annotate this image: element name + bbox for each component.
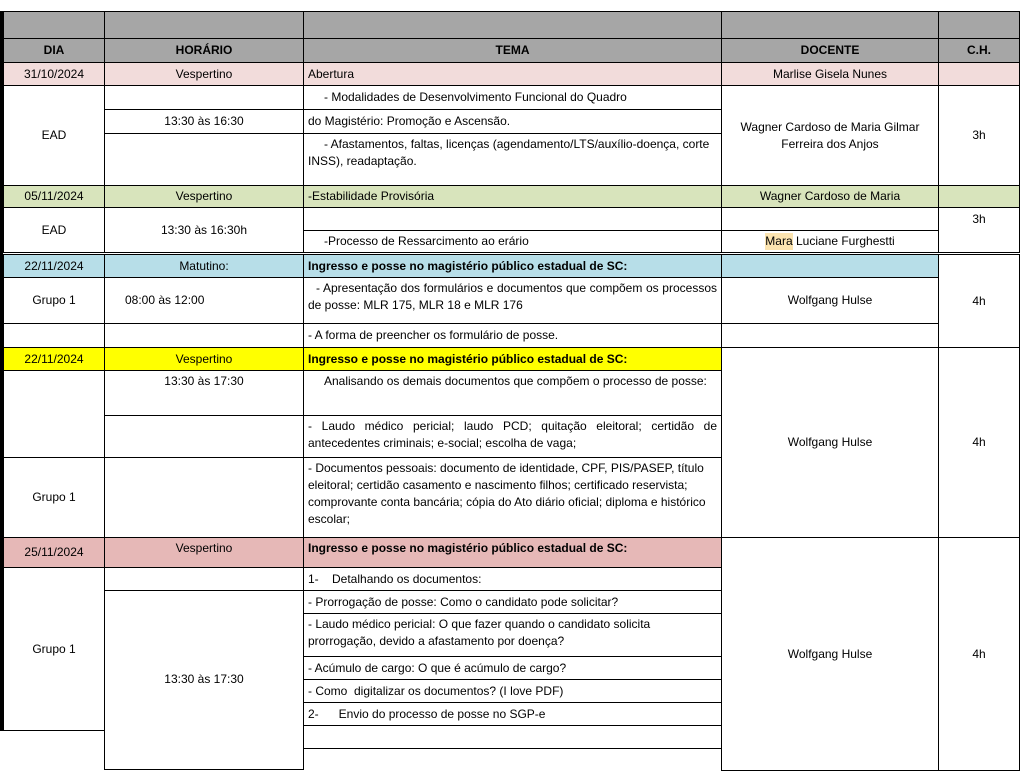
b3-day-blank xyxy=(3,323,105,348)
b4-time-blank1 xyxy=(104,415,304,458)
b1-topic3: - Afastamentos, faltas, licenças (agendamento/LTS/auxílio-doença, corte INSS), readaptação. xyxy=(303,133,722,186)
b2-docente-highlight: Mara xyxy=(765,234,793,248)
b4-theme: Ingresso e posse no magistério público estadual de SC: xyxy=(303,347,722,371)
header-dia: DIA xyxy=(3,38,105,63)
header-blank-horario xyxy=(104,11,304,39)
b5-topic3: - Laudo médico pericial: O que fazer quando o candidato solicita prorrogação, devido a afastamento por doença? xyxy=(303,613,722,657)
b5-topic6: 2- Envio do processo de posse no SGP-e xyxy=(303,702,722,726)
b4-topic2: - Laudo médico pericial; laudo PCD; quitação eleitoral; certidão de antecedentes criminais; e-social; escolha de vaga; xyxy=(303,415,722,458)
b2-date: 05/11/2024 xyxy=(3,185,105,208)
b1-period: Vespertino xyxy=(104,62,304,86)
b5-time: 13:30 às 17:30 xyxy=(104,590,304,770)
b1-day: EAD xyxy=(3,85,105,186)
b1-time-blank1 xyxy=(104,85,304,110)
b5-topic1: 1- Detalhando os documentos: xyxy=(303,567,722,591)
b4-day: Grupo 1 xyxy=(3,457,105,538)
b3-topic2: - A forma de preencher os formulário de posse. xyxy=(303,323,722,348)
b2-time: 13:30 às 16:30h xyxy=(104,207,304,253)
b4-time: 13:30 às 17:30 xyxy=(104,370,304,416)
b4-period: Vespertino xyxy=(104,347,304,371)
header-blank-dia xyxy=(3,11,105,39)
header-tema: TEMA xyxy=(303,38,722,63)
header-docente: DOCENTE xyxy=(721,38,939,63)
b5-day: Grupo 1 xyxy=(3,567,105,731)
b5-time-blank xyxy=(104,567,304,591)
b5-docente: Wolfgang Hulse xyxy=(721,537,939,771)
b1-topic2: do Magistério: Promoção e Ascensão. xyxy=(303,109,722,134)
b2-period: Vespertino xyxy=(104,185,304,208)
b2-theme: -Estabilidade Provisória xyxy=(303,185,722,208)
b1-ch: 3h xyxy=(938,85,1020,186)
b2-ch-header xyxy=(938,185,1020,208)
b3-date: 22/11/2024 xyxy=(3,254,105,278)
header-blank-tema xyxy=(303,11,722,39)
b3-time-blank xyxy=(104,323,304,348)
b3-topic1: - Apresentação dos formulários e documentos que compõem os processos de posse: MLR 175, MLR 18 e MLR 176 xyxy=(303,277,722,324)
b2-topic: -Processo de Ressarcimento ao erário xyxy=(303,230,722,253)
b2-teacher: Wagner Cardoso de Maria xyxy=(721,185,939,208)
b4-docente: Wolfgang Hulse xyxy=(721,347,939,538)
b4-topic3: - Documentos pessoais: documento de identidade, CPF, PIS/PASEP, título eleitoral; certidão casamento e nascimento filhos; certificado reservista; comprovante conta bancária; cópia do Ato diário oficial; diploma e histórico escolar; xyxy=(303,457,722,538)
b4-time-blank2 xyxy=(104,457,304,538)
b1-ch-header xyxy=(938,62,1020,86)
b4-topic1: Analisando os demais documentos que compõem o processo de posse: xyxy=(303,370,722,416)
b5-ch: 4h xyxy=(938,537,1020,771)
b1-time-blank2 xyxy=(104,133,304,186)
b5-topic-next xyxy=(303,725,722,749)
b3-theme: Ingresso e posse no magistério público estadual de SC: xyxy=(303,254,722,278)
b2-topic-blank xyxy=(303,207,722,231)
b4-ch: 4h xyxy=(938,347,1020,538)
b2-day: EAD xyxy=(3,207,105,253)
b3-time: 08:00 às 12:00 xyxy=(104,277,304,324)
b3-period: Matutino: xyxy=(104,254,304,278)
b1-topic1: - Modalidades de Desenvolvimento Funcional do Quadro xyxy=(303,85,722,110)
b5-topic4: - Acúmulo de cargo: O que é acúmulo de cargo? xyxy=(303,656,722,680)
header-ch: C.H. xyxy=(938,38,1020,63)
header-horario: HORÁRIO xyxy=(104,38,304,63)
header-blank-ch xyxy=(938,11,1020,39)
b2-ch: 3h xyxy=(938,207,1020,253)
left-border xyxy=(0,11,3,731)
b2-docente-blank xyxy=(721,207,939,231)
b4-day-blank xyxy=(3,370,105,458)
b1-docente: Wagner Cardoso de Maria Gilmar Ferreira dos Anjos xyxy=(721,85,939,186)
b1-date: 31/10/2024 xyxy=(3,62,105,86)
b1-teacher: Marlise Gisela Nunes xyxy=(721,62,939,86)
b5-topic2: - Prorrogação de posse: Como o candidato pode solicitar? xyxy=(303,590,722,614)
b4-date: 22/11/2024 xyxy=(3,347,105,371)
b5-period: Vespertino xyxy=(104,537,304,568)
b5-theme: Ingresso e posse no magistério público estadual de SC: xyxy=(303,537,722,568)
b1-theme: Abertura xyxy=(303,62,722,86)
b3-ch: 4h xyxy=(938,254,1020,348)
b2-docente-rest: Luciane Furghestti xyxy=(792,234,895,248)
b3-day: Grupo 1 xyxy=(3,277,105,324)
b1-time: 13:30 às 16:30 xyxy=(104,109,304,134)
b5-date: 25/11/2024 xyxy=(3,537,105,568)
b3-docente-blank xyxy=(721,323,939,348)
b3-docente: Wolfgang Hulse xyxy=(721,277,939,324)
b2-docente xyxy=(721,230,939,253)
b5-topic5: - Como digitalizar os documentos? (I love PDF) xyxy=(303,679,722,703)
header-blank-docente xyxy=(721,11,939,39)
b3-teacher-blank xyxy=(721,254,939,278)
